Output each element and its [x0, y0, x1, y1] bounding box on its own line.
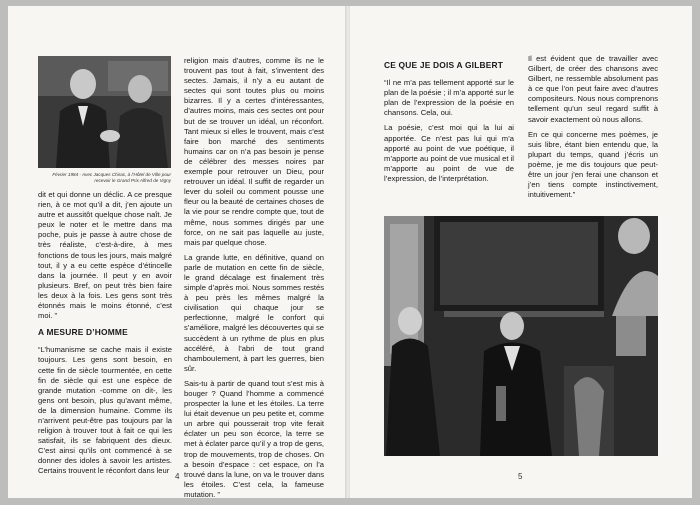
intro-paragraph: dit et qui donne un déclic. A ce presque rien, à ce mot qu’il a dit, j’en ajoute un autre et aussitôt quelque chose naît. Je peux le noter et le mettre dans ma poche, puis je passe à autre chose de très réaliste, c’est-à-dire, à mes fonctions de tous les jours, mais malgré tout, il y a eu cette espèce d’étincelle dans la journée. Il peut y en avoir plusieurs. Bref, on peut très bien faire les deux à la fois. Les gens sont très étonnés mais le moins étonné, c’est moi. ”: [38, 190, 172, 321]
espace-paragraph: Sais-tu à partir de quand tout s’est mis à bouger ? Quand l’homme a commencé prospecter la lune et les étoiles. La terre lui était devenue un peu petite et, comme un arbre qui pousserait trop vite ferait éclater un peu son écorce, la terre se met à éclater parce qu’il y a trop de gens, trop de mouvements, trop de choses. On a besoin d’espace : cet espace, on l’a trouvé dans la lune, on va le trouver dans les étoiles. C’est cela, la fameuse mutation. ”: [184, 378, 324, 499]
right-column-1: [384, 54, 514, 189]
sectes-paragraph: religion mais d’autres, comme ils ne le trouvent pas tout à fait, s’inventent des sectes. Jamais, il n’y a eu autant de sectes qui sont toutes plus ou moins bizarres. Il y a certes d’intéressantes, d’autres moins, mais ces sectes ont pour but de se trouver un idéal, un réconfort. Tant mieux si elles le trouvent, mais c’est faire bon marché des sentiments humains car on n’a pas besoin je pense de célébrer des messes noires par exemple pour retrouver un Dieu, pour retrouver un idéal. Il suffit de regarder un lever du soleil ou comment pousse une fleur ou la beauté de certaines choses de la vie pour se rendre compte que, tout de même, nous sommes dirigés par une force, on ne sait pas laquelle au juste, mais par quelque chose.: [184, 56, 324, 247]
photo-chirac: [38, 56, 171, 168]
right-column-2: [528, 54, 658, 205]
section-heading-gilbert: CE QUE JE DOIS A GILBERT: [384, 60, 504, 70]
photo-chirac-image: [38, 56, 171, 168]
section-heading-mesure: A MESURE D’HOMME: [38, 327, 128, 338]
left-column-1: [38, 190, 172, 482]
left-page: [8, 6, 347, 498]
photo-reception: [384, 216, 658, 456]
photo-reception-image: [384, 216, 658, 456]
gilbert-paragraph-1: “Il ne m’a pas tellement apporté sur le plan de la poésie ; il m’a apporté sur le plan de l’expression de la poésie en chansons. Cela, oui.: [384, 78, 515, 118]
travail-paragraph: Il est évident que de travailler avec Gilbert, de créer des chansons avec Gilbert, ne ressemble absolument pas à ce que l’on peut faire avec d’autres compositeurs. Nous nous comprenons tellement qu’un seul regard suffit à savoir exactement où nous allons.: [528, 54, 658, 124]
gilbert-paragraph-2: La poésie, c’est moi qui la lui ai apportée. Ce n’est pas lui qui m’a apporté au point de vue poétique, il m’apporte au point de vue musical et il m’apporte au point de vue de l’expression, de l’interprétation.: [384, 123, 514, 183]
right-page: [350, 6, 692, 498]
page-number-right: 5: [518, 472, 523, 481]
photo-caption: Février 1984 - Avec Jacques Chirac, à l’Hôtel de Ville pour recevoir le Grand Prix Alfred de Vigny: [52, 172, 171, 183]
left-column-2: [184, 56, 324, 505]
poemes-paragraph: En ce qui concerne mes poèmes, je suis libre, étant bien entendu que, la plupart du temps, quand j’écris un poème, je me dis toujours que peut-être un jour j’en ferai une chanson et j’en tiens compte instinctivement, intuitivement.”: [528, 129, 658, 200]
page-number-left: 4: [175, 472, 180, 481]
mutation-paragraph: La grande lutte, en définitive, quand on parle de mutation en cette fin de siècle, le grand décalage est finalement très simple d’après moi. Nous sommes restés à peu près les mêmes malgré la civilisation qui chaque jour se perfectionne, malgré le confort qui s’améliore, malgré les découvertes qui se succèdent à un rythme de plus en plus accéléré, à l’abri de tout grand chambouIement, à part les guerres, bien sûr.: [184, 252, 324, 373]
humanisme-paragraph: “L’humanisme se cache mais il existe toujours. Les gens sont besoin, en cette fin de siècle tourmentée, en cette fin de siècle qui est une espèce de grande mutation -comme on dit-, les gens ont besoin, plus qu’avant même, de la dimension humaine. Comme ils n’arrivent peut-être pas toujours par la religion à trouver tout à fait ce qui les satisfait, ils se fabriquent des dieux. C’est ainsi qu’ils ont commencé à se donner des idoles à savoir les artistes. Certains trouvent le réconfort dans leur: [38, 345, 172, 476]
